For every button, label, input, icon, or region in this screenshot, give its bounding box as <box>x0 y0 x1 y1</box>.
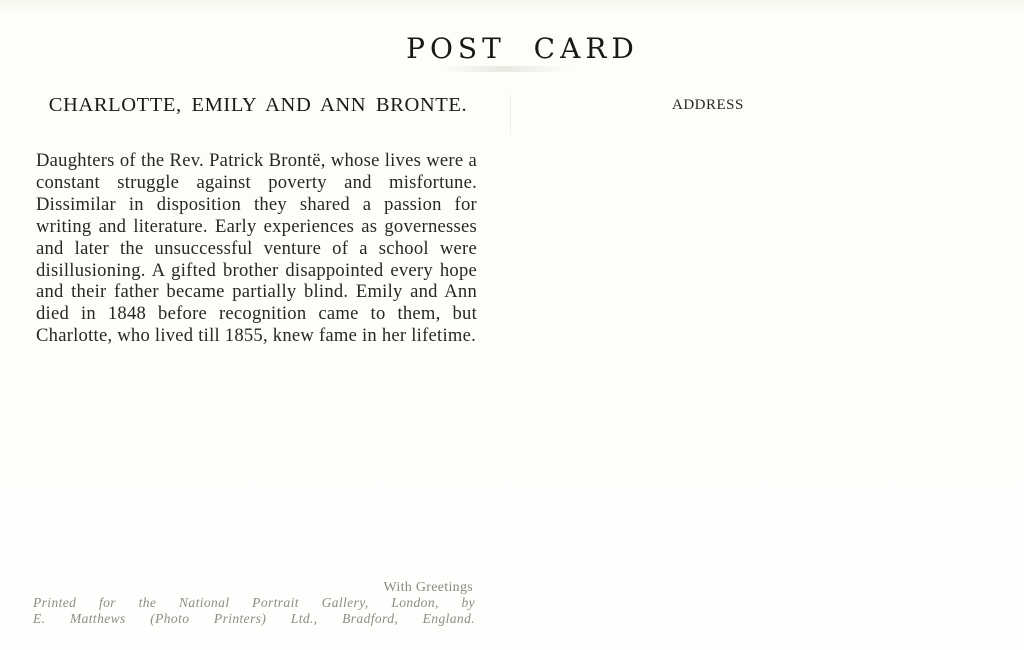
greetings-text: With Greetings <box>383 580 473 595</box>
faint-divider <box>510 95 511 135</box>
title-ink-smudge <box>440 66 570 72</box>
description-body: Daughters of the Rev. Patrick Brontë, whose lives were a constant struggle against poverty and misfortune. Dissimilar in disposition they shared a passion for writing and literature. Early experiences as governesses and later the unsuccessful venture of a school were disillusioning. A gifted brother disappointed every hope and their father became partially blind. Emily and Ann died in 1848 before recognition came to them, but Charlotte, who lived till 1855, knew fame in her lifetime. <box>36 150 477 347</box>
address-label: ADDRESS <box>672 97 744 113</box>
printer-credit <box>33 595 475 627</box>
printer-credit-line-2: E. Matthews (Photo Printers) Ltd., Bradford, England. <box>33 611 475 626</box>
description-heading: CHARLOTTE, EMILY AND ANN BRONTE. <box>48 94 468 116</box>
printer-credit-line-1: Printed for the National Portrait Gallery, London, by <box>33 595 475 610</box>
postcard-title: POST CARD <box>406 32 639 65</box>
